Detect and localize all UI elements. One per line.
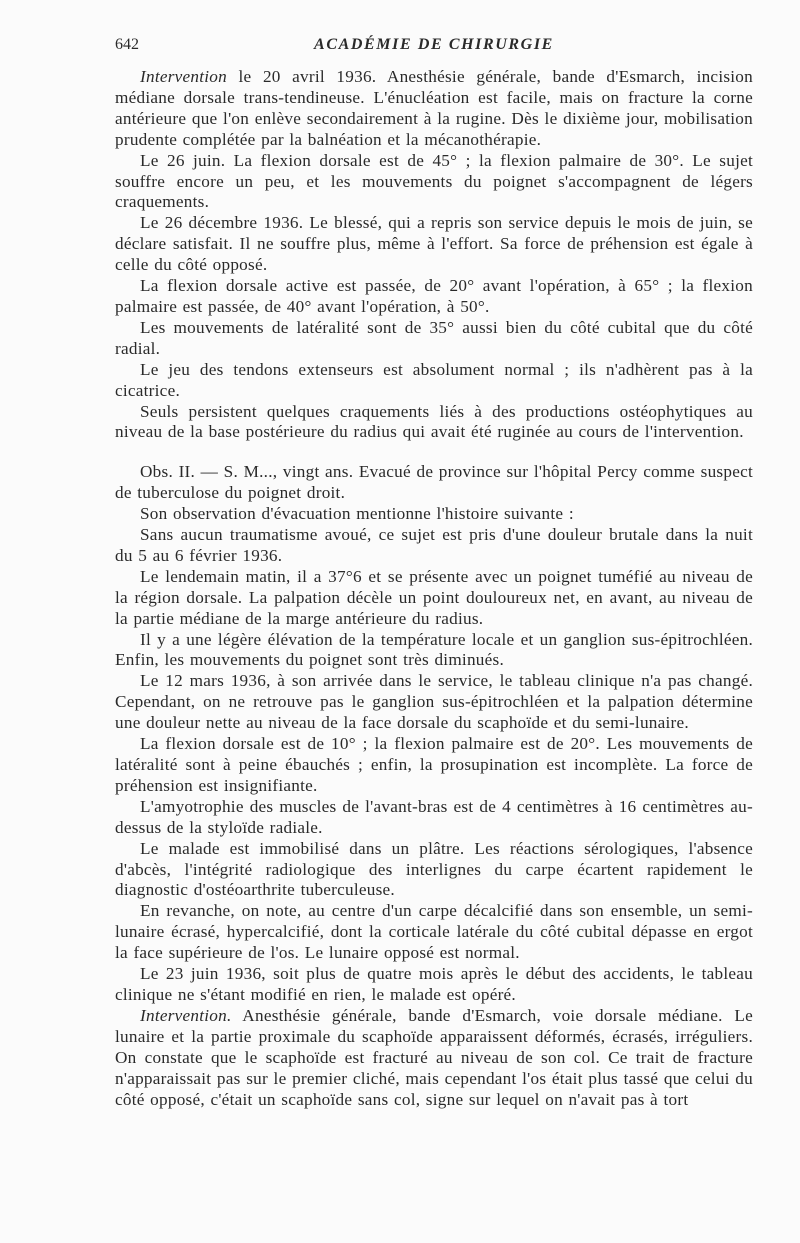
paragraph: La flexion dorsale active est passée, de 20° avant l'opération, à 65° ; la flexion palmaire est passée, de 40° avant l'opération, à 50°. (115, 276, 753, 316)
paragraph (115, 1006, 753, 1111)
page-header (115, 36, 753, 60)
paragraph: Seuls persistent quelques craquements liés à des productions ostéophytiques au niveau de la base postérieure du radius qui avait été ruginée au cours de l'intervention. (115, 401, 753, 442)
paragraph-text: le 20 avril 1936. Anesthésie générale, bande d'Esmarch, incision médiane dorsale trans-tendineuse. L'énucléation est facile, mais on fracture la corne antérieure que l'on enlève secondairement à la rugine. Dès le dixième jour, mobilisation prudente complétée par la balnéation et la mécanothérapie. (115, 67, 753, 149)
paragraph: Le jeu des tendons extenseurs est absolument normal ; ils n'adhèrent pas à la cicatrice. (115, 359, 753, 400)
paragraph: Le lendemain matin, il a 37°6 et se présente avec un poignet tuméfié au niveau de la région dorsale. La palpation décèle un point douloureux net, en avant, au niveau de la partie médiane de la marge antérieure du radius. (115, 566, 753, 628)
paragraph: Le 26 juin. La flexion dorsale est de 45° ; la flexion palmaire de 30°. Le sujet souffre encore un peu, et les mouvements du poignet s'accompagnent de légers craquements. (115, 150, 753, 212)
paragraph: Sans aucun traumatisme avoué, ce sujet est pris d'une douleur brutale dans la nuit du 5 au 6 février 1936. (115, 525, 753, 565)
observation-heading-paragraph: Obs. II. — S. M..., vingt ans. Evacué de province sur l'hôpital Percy comme suspect de tuberculose du poignet droit. (115, 462, 753, 503)
paragraph: Le 23 juin 1936, soit plus de quatre mois après le début des accidents, le tableau clinique ne s'étant modifié en rien, le malade est opéré. (115, 964, 753, 1004)
paragraph-text: Anesthésie générale, bande d'Esmarch, voie dorsale médiane. Le lunaire et la partie proximale du scaphoïde apparaissent déformés, écrasés, irréguliers. On constate que le scaphoïde est fracturé au niveau de son col. Ce trait de fracture n'apparaissait pas sur le premier cliché, mais cependant l'os était plus tassé que celui du côté opposé, c'était un scaphoïde sans col, signe sur lequel on n'avait pas à tort (115, 1005, 753, 1109)
paragraph (115, 67, 753, 151)
paragraph: Les mouvements de latéralité sont de 35° aussi bien du côté cubital que du côté radial. (115, 317, 753, 358)
body-text (115, 67, 753, 1110)
paragraph: L'amyotrophie des muscles de l'avant-bras est de 4 centimètres à 16 centimètres au-dessus de la styloïde radiale. (115, 796, 753, 837)
paragraph: Le 12 mars 1936, à son arrivée dans le service, le tableau clinique n'a pas changé. Cependant, on ne retrouve pas le ganglion sus-épitrochléen et la palpation détermine une douleur nette au niveau de la face dorsale du scaphoïde et du semi-lunaire. (115, 671, 753, 733)
paragraph: La flexion dorsale est de 10° ; la flexion palmaire est de 20°. Les mouvements de latéralité sont à peine ébauchés ; enfin, la prosupination est incomplète. La force de préhension est insignifiante. (115, 734, 753, 795)
paragraph: En revanche, on note, au centre d'un carpe décalcifié dans son ensemble, un semi-lunaire écrasé, hypercalcifié, dont la corticale latérale du côté cubital dépasse en ergot la face supérieure de l'os. Le lunaire opposé est normal. (115, 901, 753, 963)
paragraph: Le malade est immobilisé dans un plâtre. Les réactions sérologiques, l'absence d'abcès, l'intégrité radiologique des interlignes du carpe écartent rapidement le diagnostic d'ostéoarthrite tuberculeuse. (115, 838, 753, 900)
paragraph-lead: Intervention (140, 67, 227, 86)
page-number: 642 (115, 36, 139, 53)
paragraph: Il y a une légère élévation de la température locale et un ganglion sus-épitrochléen. Enfin, les mouvements du poignet sont très diminués. (115, 629, 753, 670)
running-title: ACADÉMIE DE CHIRURGIE (314, 36, 554, 53)
paragraph: Le 26 décembre 1936. Le blessé, qui a repris son service depuis le mois de juin, se déclare satisfait. Il ne souffre plus, même à l'effort. Sa force de préhension est égale à celle du côté opposé. (115, 213, 753, 275)
paragraph-lead: Intervention. (140, 1005, 232, 1025)
paragraph: Son observation d'évacuation mentionne l'histoire suivante : (140, 504, 574, 524)
